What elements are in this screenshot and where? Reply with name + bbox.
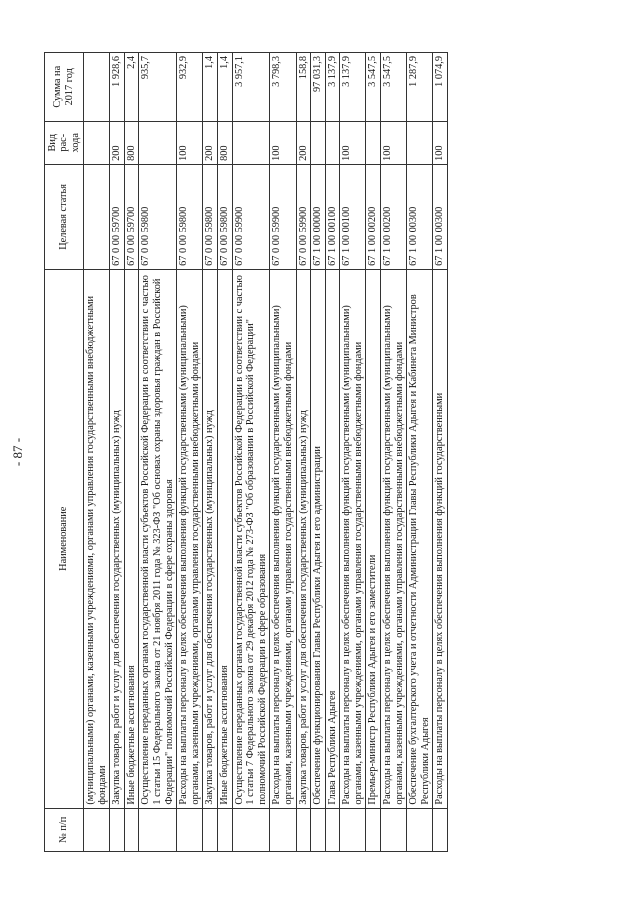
budget-table xyxy=(44,52,448,852)
row-name: Расходы на выплаты персоналу в целях обеспечения выполнения функций государственными (муниципальными) органами, казенными учреждениями, органами управления государственными внебюджетными фондами xyxy=(270,269,296,808)
row-name: Осуществление переданных органам государственной власти субъектов Российской Федерации в соответствии с частью 1 статьи 15 Федерального закона от 21 ноября 2011 года № 323-ФЗ "Об основах охраны здоровья граждан в Российской Федерации" полномочий Российской Федерации в сфере охраны здоровья xyxy=(139,269,177,808)
row-code: 67 0 00 59900 xyxy=(232,164,270,269)
row-name: Расходы на выплаты персоналу в целях обеспечения выполнения функций государственными xyxy=(433,269,448,808)
row-name: Расходы на выплаты персоналу в целях обеспечения выполнения функций государственными (муниципальными) органами, казенными учреждениями, органами управления государственными внебюджетными фондами xyxy=(340,269,366,808)
row-name: Обеспечение бухгалтерского учета и отчетности Администрации Главы Республики Адыгея и Кабинета Министров Республики Адыгея xyxy=(407,269,433,808)
row-sum: 97 031,3 xyxy=(311,53,326,122)
row-code: 67 1 00 00100 xyxy=(340,164,366,269)
row-code: 67 1 00 00300 xyxy=(433,164,448,269)
row-code: 67 0 00 59800 xyxy=(139,164,177,269)
table-row xyxy=(177,53,203,852)
row-code xyxy=(84,164,110,269)
row-sum: 3 137,9 xyxy=(325,53,340,122)
row-sum: 1 928,6 xyxy=(110,53,125,122)
row-num xyxy=(203,808,218,851)
row-num xyxy=(325,808,340,851)
row-name: (муниципальными) органами, казенными учреждениями, органами управления государственными внебюджетными фондами xyxy=(84,269,110,808)
row-type: 200 xyxy=(203,121,218,164)
row-type xyxy=(366,121,381,164)
row-num xyxy=(232,808,270,851)
row-name: Закупка товаров, работ и услуг для обеспечения государственных (муниципальных) нужд xyxy=(203,269,218,808)
row-sum: 158,8 xyxy=(296,53,311,122)
row-type xyxy=(311,121,326,164)
row-name: Премьер-министр Республики Адыгея и его заместители xyxy=(366,269,381,808)
row-type xyxy=(232,121,270,164)
row-num xyxy=(366,808,381,851)
row-name: Глава Республики Адыгея xyxy=(325,269,340,808)
row-name: Иные бюджетные ассигнования xyxy=(124,269,139,808)
row-sum: 935,7 xyxy=(139,53,177,122)
row-sum: 3 547,5 xyxy=(366,53,381,122)
row-code: 67 0 00 59900 xyxy=(270,164,296,269)
row-num xyxy=(177,808,203,851)
table-row xyxy=(325,53,340,852)
row-num xyxy=(217,808,232,851)
table-row xyxy=(311,53,326,852)
row-num xyxy=(296,808,311,851)
row-name: Закупка товаров, работ и услуг для обеспечения государственных (муниципальных) нужд xyxy=(110,269,125,808)
row-type: 100 xyxy=(433,121,448,164)
table-row xyxy=(270,53,296,852)
rotated-sheet xyxy=(10,52,596,852)
row-num xyxy=(381,808,407,851)
table-row xyxy=(139,53,177,852)
row-name: Расходы на выплаты персоналу в целях обеспечения выполнения функций государственными (муниципальными) органами, казенными учреждениями, органами управления государственными внебюджетными фондами xyxy=(177,269,203,808)
header-num: № п/п xyxy=(45,808,84,851)
row-type xyxy=(325,121,340,164)
row-sum: 3 137,9 xyxy=(340,53,366,122)
table-row xyxy=(366,53,381,852)
row-sum: 1 287,9 xyxy=(407,53,433,122)
row-code: 67 1 00 00200 xyxy=(366,164,381,269)
row-num xyxy=(340,808,366,851)
row-name: Обеспечение функционирования Главы Республики Адыгея и его администрации xyxy=(311,269,326,808)
header-code: Целевая статья xyxy=(45,164,84,269)
row-num xyxy=(84,808,110,851)
row-type: 100 xyxy=(177,121,203,164)
row-code: 67 0 00 59700 xyxy=(124,164,139,269)
row-num xyxy=(270,808,296,851)
table-row xyxy=(407,53,433,852)
table-row xyxy=(340,53,366,852)
row-code: 67 0 00 59700 xyxy=(110,164,125,269)
row-num xyxy=(311,808,326,851)
table-row xyxy=(381,53,407,852)
table-row xyxy=(203,53,218,852)
table-row xyxy=(217,53,232,852)
table-row xyxy=(124,53,139,852)
row-code: 67 1 00 00100 xyxy=(325,164,340,269)
row-type: 800 xyxy=(124,121,139,164)
row-type xyxy=(84,121,110,164)
row-name: Осуществление переданных органам государственной власти субъектов Российской Федерации в соответствии с частью 1 статьи 7 Федерального закона от 29 декабря 2012 года № 273-ФЗ "Об образовании в Российской Федерации" полномочий Российской Федерации в сфере образования xyxy=(232,269,270,808)
row-sum: 2,4 xyxy=(124,53,139,122)
row-sum: 1 074,9 xyxy=(433,53,448,122)
row-code: 67 1 00 00000 xyxy=(311,164,326,269)
row-num xyxy=(124,808,139,851)
row-sum: 3 798,3 xyxy=(270,53,296,122)
row-sum: 3 957,1 xyxy=(232,53,270,122)
row-sum xyxy=(84,53,110,122)
row-type: 100 xyxy=(270,121,296,164)
row-type xyxy=(407,121,433,164)
header-name: Наименование xyxy=(45,269,84,808)
row-sum: 1,4 xyxy=(203,53,218,122)
row-code: 67 0 00 59900 xyxy=(296,164,311,269)
row-name: Расходы на выплаты персоналу в целях обеспечения выполнения функций государственными (муниципальными) органами, казенными учреждениями, органами управления государственными внебюджетными фондами xyxy=(381,269,407,808)
row-code: 67 0 00 59800 xyxy=(217,164,232,269)
row-code: 67 0 00 59800 xyxy=(177,164,203,269)
table-header-row xyxy=(45,53,84,852)
row-type: 200 xyxy=(296,121,311,164)
page-number: - 87 - xyxy=(10,437,25,467)
table-row xyxy=(232,53,270,852)
header-sum: Сумма на 2017 год xyxy=(45,53,84,122)
row-type: 100 xyxy=(340,121,366,164)
row-num xyxy=(139,808,177,851)
header-type: Вид рас-хода xyxy=(45,121,84,164)
row-type: 800 xyxy=(217,121,232,164)
row-type xyxy=(139,121,177,164)
table-row xyxy=(296,53,311,852)
row-type: 100 xyxy=(381,121,407,164)
row-sum: 1,4 xyxy=(217,53,232,122)
row-sum: 932,9 xyxy=(177,53,203,122)
row-name: Закупка товаров, работ и услуг для обеспечения государственных (муниципальных) нужд xyxy=(296,269,311,808)
row-num xyxy=(433,808,448,851)
table-row xyxy=(84,53,110,852)
row-code: 67 0 00 59800 xyxy=(203,164,218,269)
row-num xyxy=(110,808,125,851)
row-sum: 3 547,5 xyxy=(381,53,407,122)
row-name: Иные бюджетные ассигнования xyxy=(217,269,232,808)
table-row xyxy=(433,53,448,852)
row-code: 67 1 00 00300 xyxy=(407,164,433,269)
table-row xyxy=(110,53,125,852)
row-num xyxy=(407,808,433,851)
row-code: 67 1 00 00200 xyxy=(381,164,407,269)
row-type: 200 xyxy=(110,121,125,164)
